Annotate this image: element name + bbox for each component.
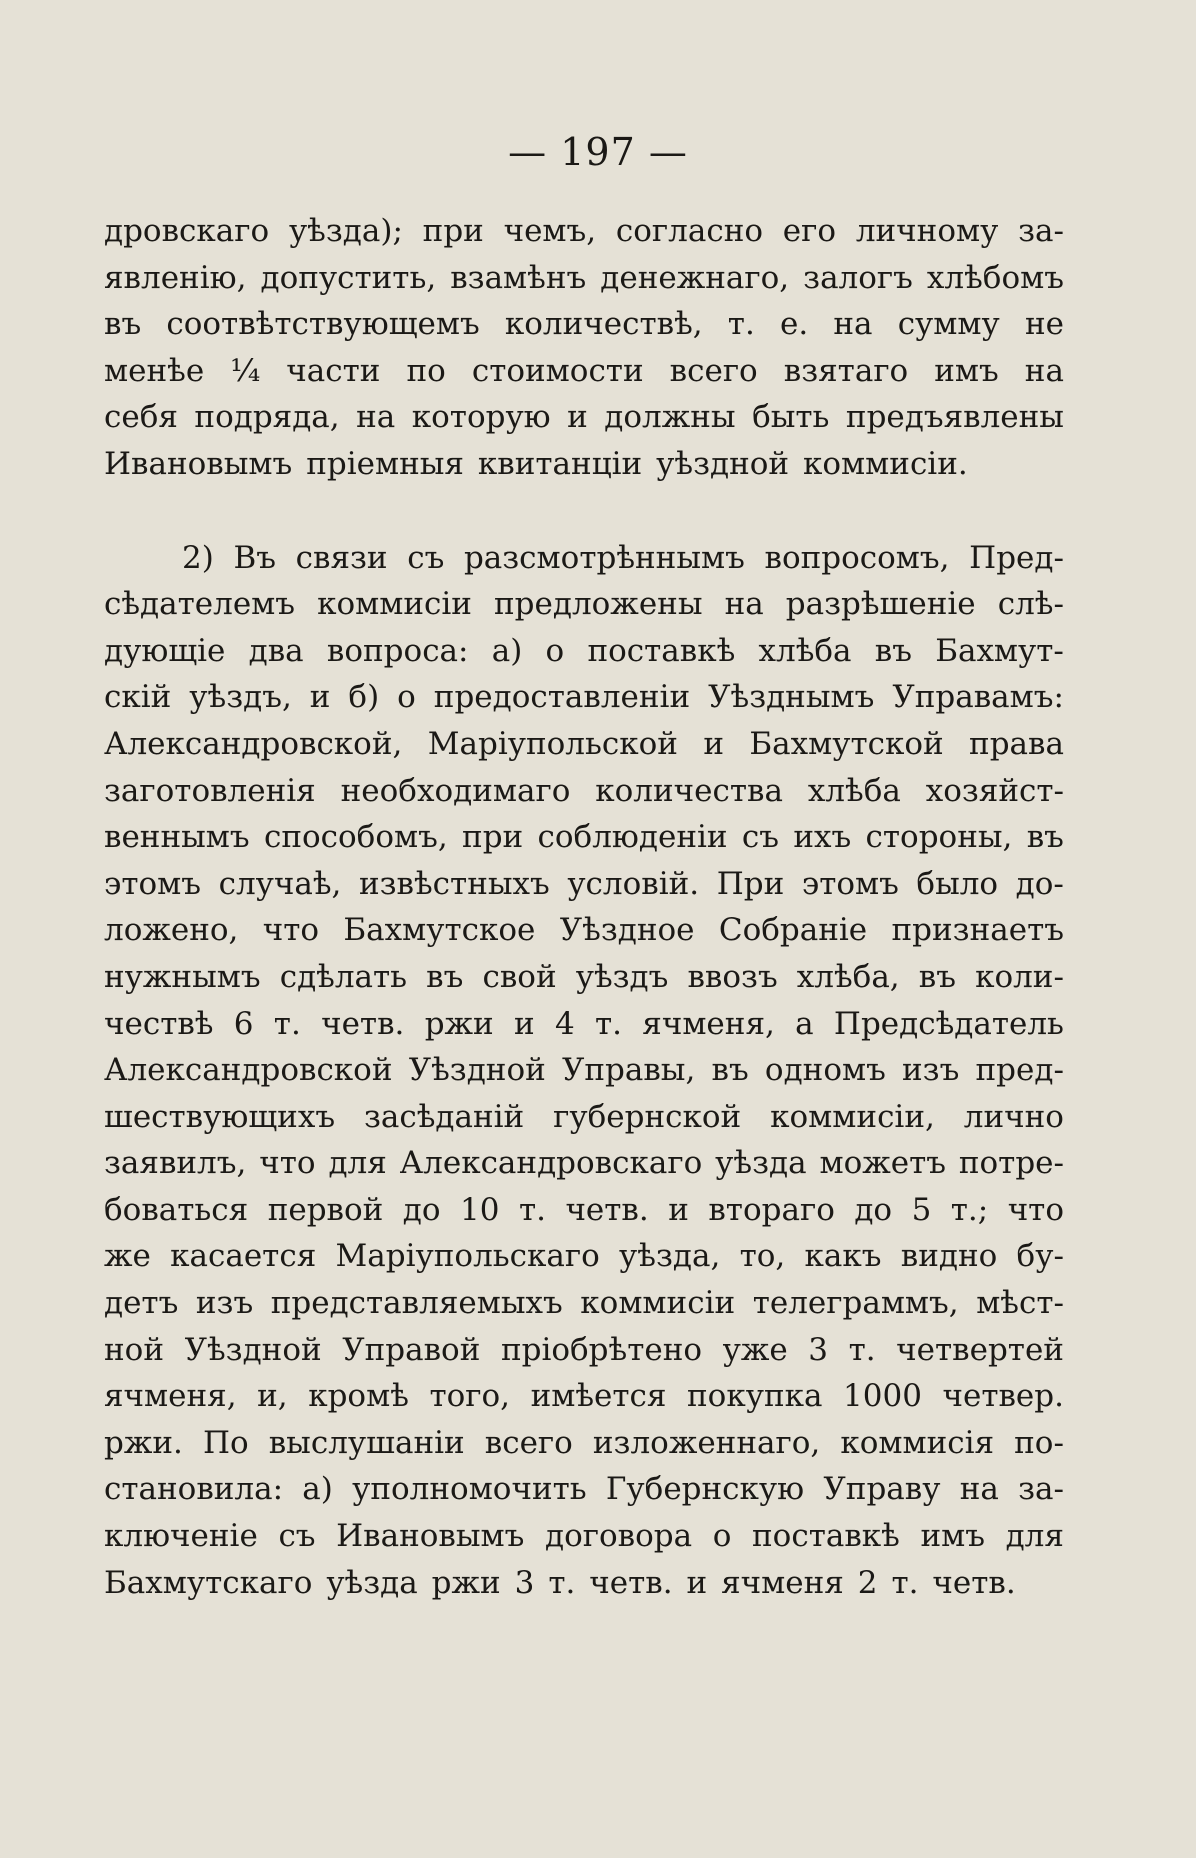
- text-line: заготовленія необходимаго количества хлѣба хозяйст-: [104, 772, 1064, 809]
- body-text: [104, 208, 1064, 1606]
- text-line: въ соотвѣтствующемъ количествѣ, т. е. на сумму не: [104, 306, 1064, 343]
- text-line: явленію, допустить, взамѣнъ денежнаго, залогъ хлѣбомъ: [104, 259, 1064, 296]
- text-line: дровскаго уѣзда); при чемъ, согласно его личному за-: [104, 213, 1064, 249]
- text-line: заявилъ, что для Александровскаго уѣзда можетъ потре-: [104, 1145, 1064, 1182]
- text-line: Ивановымъ пріемныя квитанціи уѣздной коммисіи.: [104, 445, 968, 482]
- text-line: веннымъ способомъ, при соблюденіи съ ихъ стороны, въ: [104, 819, 1064, 856]
- text-line: Бахмутскаго уѣзда ржи 3 т. четв. и ячменя 2 т. четв.: [104, 1564, 1016, 1601]
- text-line: этомъ случаѣ, извѣстныхъ условій. При этомъ было до-: [104, 865, 1064, 902]
- text-line: себя подряда, на которую и должны быть предъявлены: [104, 399, 1064, 436]
- text-line: становила: а) уполномочить Губернскую Управу на за-: [104, 1471, 1064, 1508]
- text-line: ржи. По выслушаніи всего изложеннаго, коммисія по-: [104, 1424, 1064, 1461]
- text-line: менѣе ¼ части по стоимости всего взятаго имъ на: [104, 352, 1064, 389]
- text-line: скій уѣздъ, и б) о предоставленіи Уѣзднымъ Управамъ:: [104, 679, 1064, 716]
- paragraph-gap: [104, 488, 1064, 535]
- text-line: же касается Маріупольскаго уѣзда, то, какъ видно бу-: [104, 1238, 1064, 1275]
- text-line: боваться первой до 10 т. четв. и втораго до 5 т.; что: [104, 1191, 1064, 1228]
- page-number: — 197 —: [508, 130, 688, 174]
- text-line: ключеніе съ Ивановымъ договора о поставкѣ имъ для: [104, 1518, 1064, 1555]
- text-line: Александровской, Маріупольской и Бахмутской права: [104, 725, 1064, 762]
- text-line: чествѣ 6 т. четв. ржи и 4 т. ячменя, а Предсѣдатель: [104, 1005, 1064, 1042]
- text-line: детъ изъ представляемыхъ коммисіи телеграммъ, мѣст-: [104, 1285, 1064, 1322]
- text-line: нужнымъ сдѣлать въ свой уѣздъ ввозъ хлѣба, въ коли-: [104, 958, 1064, 995]
- text-line: ной Уѣздной Управой пріобрѣтено уже 3 т. четвертей: [104, 1331, 1064, 1368]
- text-line: 2) Въ связи съ разсмотрѣннымъ вопросомъ, Пред-: [182, 539, 1064, 576]
- text-line: ложено, что Бахмутское Уѣздное Собраніе признаетъ: [104, 912, 1064, 949]
- text-line: сѣдателемъ коммисіи предложены на разрѣшеніе слѣ-: [104, 586, 1064, 623]
- text-line: Александровской Уѣздной Управы, въ одномъ изъ пред-: [104, 1052, 1064, 1089]
- paragraph: [104, 208, 1064, 488]
- text-line: дующіе два вопроса: а) о поставкѣ хлѣба въ Бахмут-: [104, 632, 1064, 669]
- text-line: ячменя, и, кромѣ того, имѣется покупка 1000 четвер.: [104, 1378, 1064, 1415]
- paragraph: [104, 535, 1064, 1607]
- text-line: шествующихъ засѣданій губернской коммисіи, лично: [104, 1098, 1064, 1135]
